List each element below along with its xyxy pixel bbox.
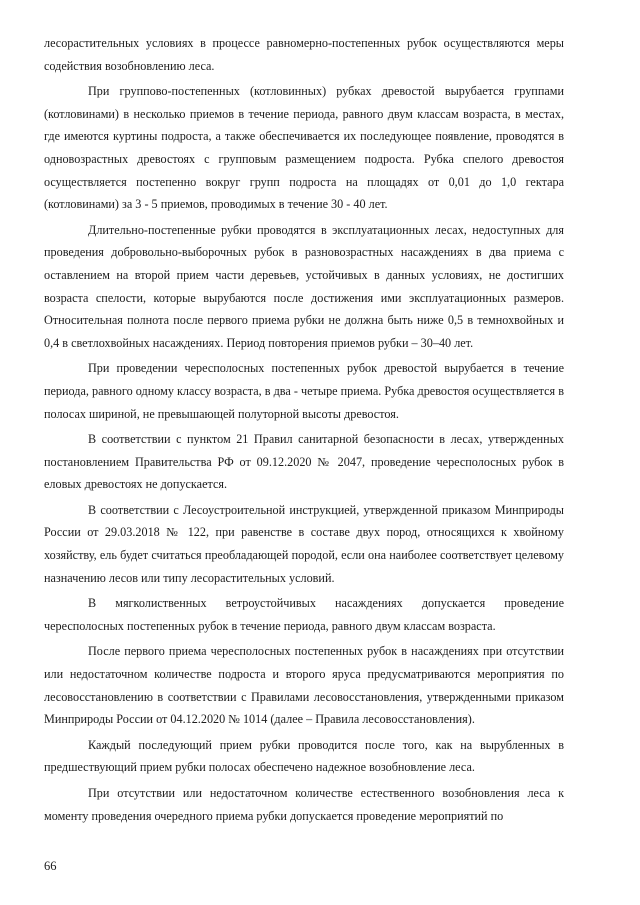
paragraph-7: В мягколиственных ветроустойчивых насаждениях допускается проведение чересполосных постепенных рубок в течение периода, равного двум классам возраста. bbox=[44, 596, 564, 633]
paragraph-2: При группово-постепенных (котловинных) рубках древостой вырубается группами (котловинами) в несколько приемов в течение периода, равного двум классам возраста, в местах, где имеются куртины подроста, а также обеспечивается их последующее появление, проводятся в одновозрастных древостоях с групповым размещением подроста. Рубка спелого древостоя осуществляется постепенно вокруг групп подроста на площадях от 0,01 до 1,0 гектара (котловинами) за 3 - 5 приемов, проводимых в течение 30 - 40 лет. bbox=[44, 84, 564, 212]
paragraph-1: лесорастительных условиях в процессе равномерно-постепенных рубок осуществляются меры содействия возобновлению леса. bbox=[44, 36, 564, 73]
paragraph-3: Длительно-постепенные рубки проводятся в эксплуатационных лесах, недоступных для проведения добровольно-выборочных рубок в разновозрастных насаждениях в два приема с оставлением на второй прием части деревьев, устойчивых в данных условиях, не достигших возраста спелости, которые вырубаются после достижения ими эксплуатационных размеров. Относительная полнота после первого приема рубки не должна быть ниже 0,5 в темнохвойных и 0,4 в светлохвойных насаждениях. Период повторения приемов рубки – 30–40 лет. bbox=[44, 222, 564, 350]
paragraph-5: В соответствии с пунктом 21 Правил санитарной безопасности в лесах, утвержденных постановлением Правительства РФ от 09.12.2020 № 2047, проведение чересполосных рубок в еловых древостоях не допускается. bbox=[44, 432, 564, 492]
page-number: 66 bbox=[44, 859, 57, 873]
paragraph-8: После первого приема чересполосных постепенных рубок в насаждениях при отсутствии или недостаточном количестве подроста и второго яруса предусматриваются мероприятия по лесовосстановлению в соответствии с Правилами лесовосстановления, утвержденными приказом Минприроды России от 04.12.2020 № 1014 (далее – Правила лесовосстановления). bbox=[44, 644, 564, 727]
paragraph-10: При отсутствии или недостаточном количестве естественного возобновления леса к моменту проведения очередного приема рубки допускается проведение мероприятий по bbox=[44, 786, 564, 823]
paragraph-6: В соответствии с Лесоустроительной инструкцией, утвержденной приказом Минприроды России от 29.03.2018 № 122, при равенстве в составе двух пород, относящихся к хвойному хозяйству, ель будет считаться преобладающей породой, если она наиболее соответствует целевому назначению лесов или типу лесорастительных условий. bbox=[44, 502, 564, 585]
page-body bbox=[44, 32, 564, 830]
paragraph-9: Каждый последующий прием рубки проводится после того, как на вырубленных в предшествующий прием рубки полосах обеспечено надежное возобновление леса. bbox=[44, 737, 564, 775]
paragraph-4: При проведении чересполосных постепенных рубок древостой вырубается в течение периода, равного одному классу возраста, в два - четыре приема. Рубка древостоя осуществляется в полосах шириной, не превышающей полуторной высоты древостоя. bbox=[44, 361, 564, 421]
